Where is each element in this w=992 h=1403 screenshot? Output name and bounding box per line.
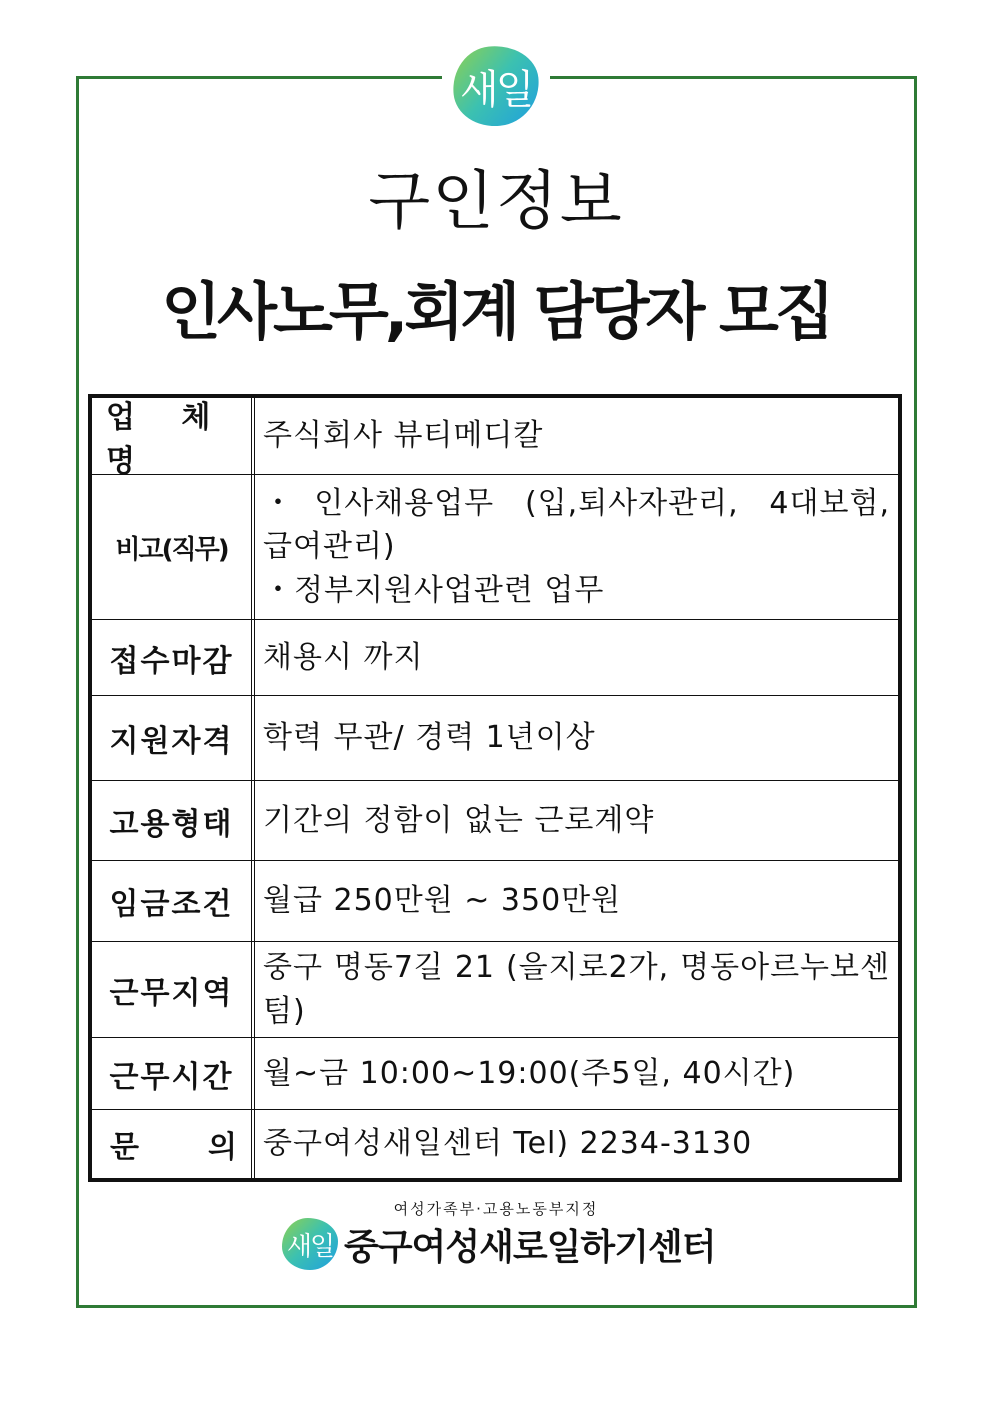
value-line: 채용시 까지	[263, 639, 424, 675]
value-line: 중구 명동7길 21 (을지로2가, 명동아르누보센	[263, 950, 890, 985]
center-name: 중구여성새로일하기센터	[344, 1226, 716, 1268]
row-label: 근무시간	[92, 1038, 255, 1109]
row-value	[255, 1038, 898, 1109]
table-row-qualification	[92, 696, 898, 781]
value-line: 월급 250만원 ~ 350만원	[263, 883, 622, 919]
row-value	[255, 861, 898, 941]
value-line: 학력 무관/ 경력 1년이상	[263, 720, 596, 756]
table-row-location	[92, 942, 898, 1038]
table-row-employment-type	[92, 781, 898, 861]
table-row-contact	[92, 1110, 898, 1178]
saeil-logo-small-text: 새일	[286, 1231, 334, 1262]
job-info-table	[88, 394, 902, 1182]
value-line: 주식회사 뷰티메디칼	[263, 418, 544, 454]
saeil-logo-top	[442, 38, 550, 133]
row-value	[255, 1110, 898, 1178]
job-headline: 인사노무,회계 담당자 모집	[161, 275, 831, 348]
footer-subtitle: 여성가족부·고용노동부지정	[393, 1200, 599, 1218]
row-value	[255, 398, 898, 474]
row-label: 임금조건	[92, 861, 255, 941]
table-row-hours	[92, 1038, 898, 1110]
row-label: 접수마감	[92, 620, 255, 695]
value-line: ・인사채용업무 (입,퇴사자관리, 4대보험,	[263, 485, 890, 521]
value-line: 텀)	[263, 993, 306, 1029]
row-value	[255, 942, 898, 1037]
row-value	[255, 696, 898, 780]
table-row-company	[92, 398, 898, 479]
row-label: 고용형태	[92, 781, 255, 860]
row-label: 업 체 명	[92, 398, 255, 474]
row-label: 지원자격	[92, 696, 255, 780]
table-row-deadline	[92, 620, 898, 696]
page-title: 구인정보	[368, 165, 624, 239]
row-value	[255, 475, 898, 619]
saeil-logo-text: 새일	[460, 66, 532, 112]
footer-brand	[282, 1218, 716, 1270]
table-row-salary	[92, 861, 898, 942]
row-value	[255, 781, 898, 860]
row-value	[255, 620, 898, 695]
row-label-part: 의	[208, 1130, 239, 1165]
saeil-logo-small-icon	[282, 1218, 338, 1270]
value-line: 기간의 정함이 없는 근로계약	[263, 802, 655, 838]
table-row-duties	[92, 475, 898, 620]
row-label	[92, 1110, 255, 1178]
value-line: ・정부지원사업관련 업무	[263, 572, 605, 608]
value-line: 급여관리)	[263, 529, 396, 565]
row-label: 근무지역	[92, 942, 255, 1037]
value-line: 월~금 10:00~19:00(주5일, 40시간)	[263, 1055, 796, 1091]
row-label-part: 문	[110, 1130, 141, 1165]
contact-line: 중구여성새일센터 Tel) 2234-3130	[263, 1126, 753, 1162]
saeil-logo-icon	[449, 41, 543, 130]
row-label: 비고(직무)	[92, 475, 255, 619]
